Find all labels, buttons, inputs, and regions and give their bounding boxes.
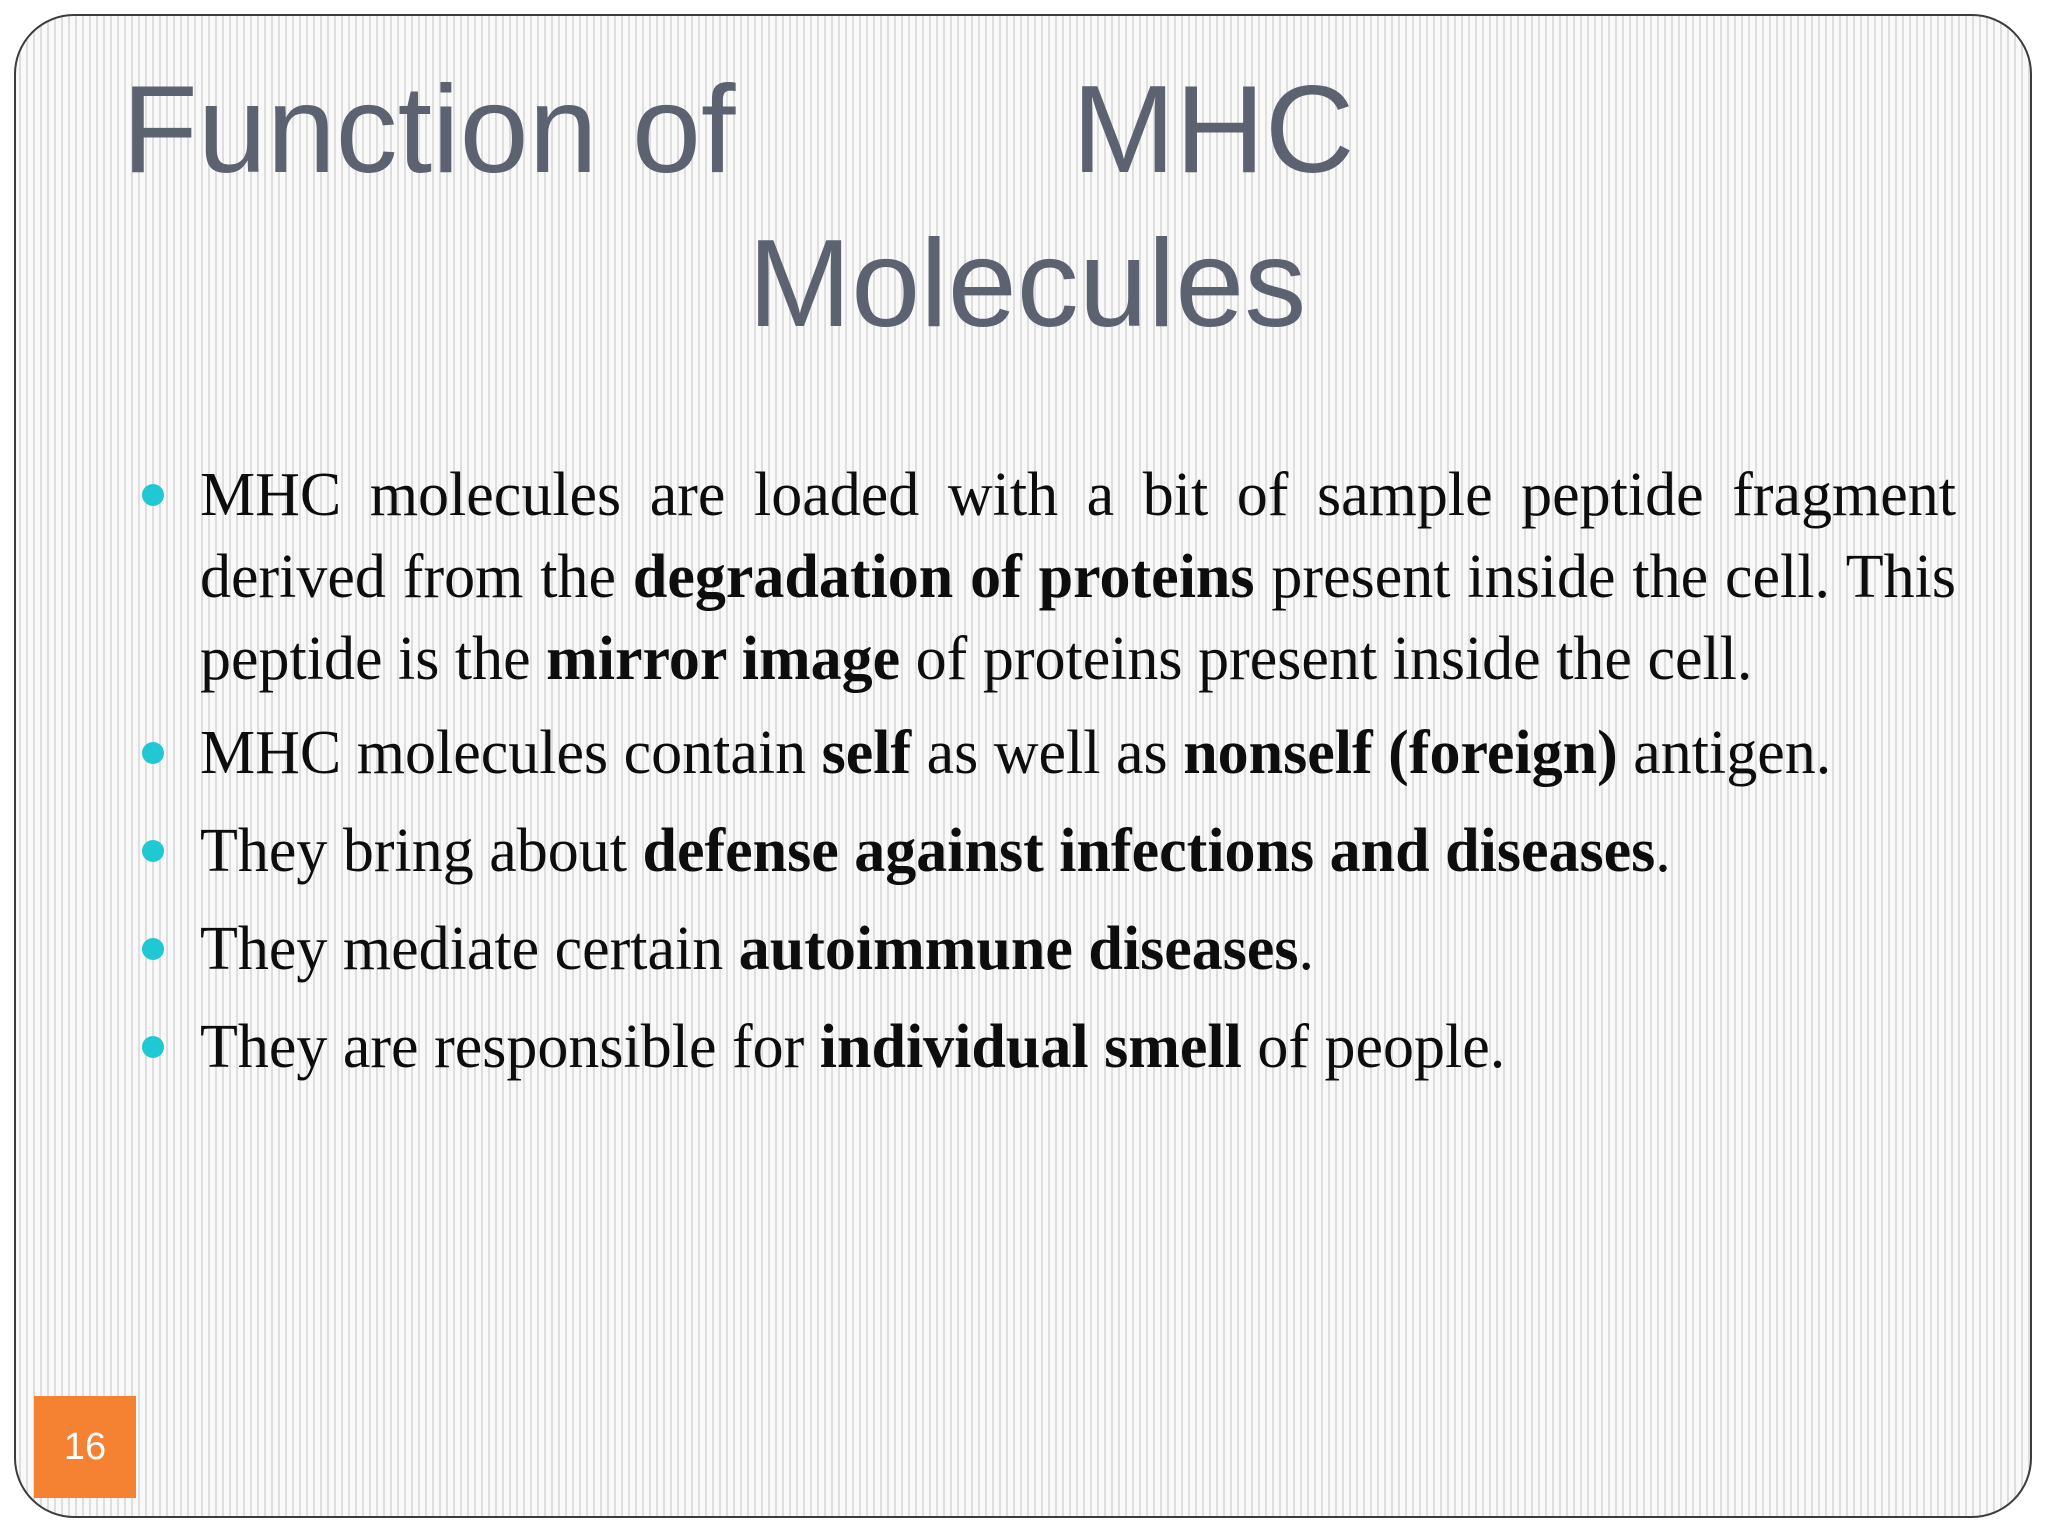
bullet-text: of proteins present inside the cell. xyxy=(900,625,1753,693)
bullet-text: They mediate certain xyxy=(200,915,739,983)
bullet-bold-text: nonself (foreign) xyxy=(1183,719,1618,787)
bullet-list xyxy=(136,454,1956,1088)
slide-title-part-3: Molecules xyxy=(748,215,1307,353)
slide-title-part-1: Function of xyxy=(122,61,736,199)
bullet-item xyxy=(136,712,1956,794)
bullet-text: as well as xyxy=(911,719,1184,787)
bullet-text: antigen. xyxy=(1617,719,1832,787)
page-number: 16 xyxy=(63,1425,107,1468)
bullet-dot-icon xyxy=(142,742,164,764)
bullet-item xyxy=(136,810,1956,892)
bullet-text: . xyxy=(1298,915,1315,983)
bullet-bold-text: mirror image xyxy=(546,625,901,693)
bullet-text: of people. xyxy=(1241,1013,1506,1081)
bullet-item xyxy=(136,908,1956,990)
bullet-dot-icon xyxy=(142,938,164,960)
bullet-text: They are responsible for xyxy=(200,1013,820,1081)
bullet-bold-text: defense against infections and diseases xyxy=(642,817,1656,885)
bullet-dot-icon xyxy=(142,484,164,506)
bullet-bold-text: degradation of proteins xyxy=(632,543,1255,611)
bullet-bold-text: self xyxy=(821,719,912,787)
bullet-text: present inside the cell. This peptide is the xyxy=(200,543,1956,693)
bullet-text: MHC molecules are loaded with a bit of sample peptide fragment derived from the xyxy=(200,461,1956,611)
bullet-text: . xyxy=(1655,817,1671,885)
bullet-bold-text: individual smell xyxy=(819,1013,1242,1081)
bullet-dot-icon xyxy=(142,840,164,862)
bullet-item xyxy=(136,1006,1956,1088)
page-number-badge xyxy=(34,1396,136,1498)
slide xyxy=(14,14,2032,1518)
bullet-dot-icon xyxy=(142,1036,164,1058)
bullet-text: They bring about xyxy=(200,817,643,885)
bullet-item xyxy=(136,454,1956,700)
bullet-text: MHC molecules contain xyxy=(200,719,822,787)
slide-title-part-2: MHC xyxy=(1072,61,1355,199)
bullet-bold-text: autoimmune diseases xyxy=(738,915,1299,983)
